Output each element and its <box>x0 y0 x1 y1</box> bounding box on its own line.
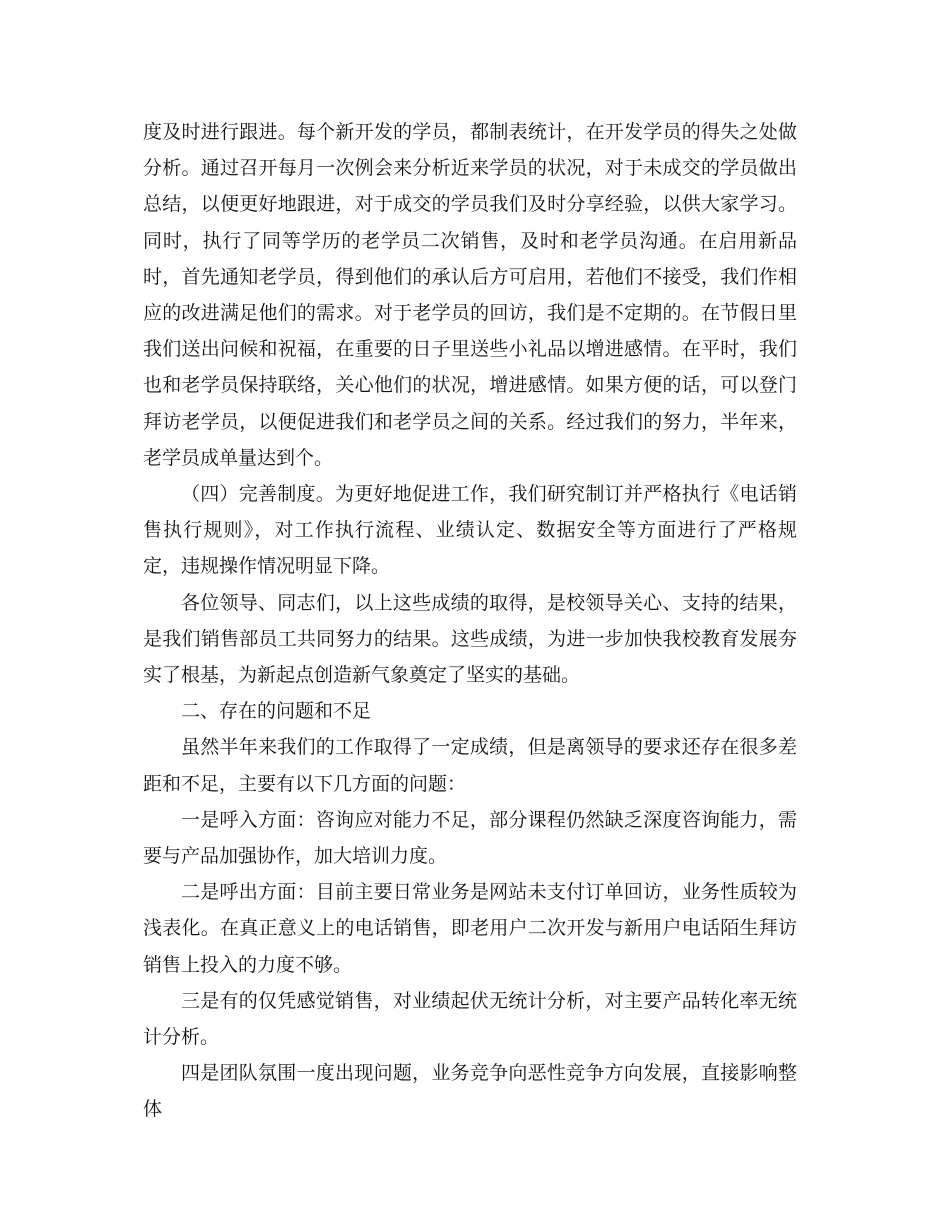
paragraph-problems-intro: 虽然半年来我们的工作取得了一定成绩，但是离领导的要求还存在很多差距和不足，主要有以下几方面的问题： <box>143 736 797 795</box>
paragraph-problem-outbound: 二是呼出方面：目前主要日常业务是网站未支付订单回访，业务性质较为浅表化。在真正意义上的电话销售，即老用户二次开发与新用户电话陌生拜访销售上投入的力度不够。 <box>143 881 797 976</box>
section-heading-problems: 二、存在的问题和不足 <box>181 700 372 723</box>
paragraph-follow-up: 度及时进行跟进。每个新开发的学员，都制表统计，在开发学员的得失之处做分析。通过召开每月一次例会来分析近来学员的状况，对于未成交的学员做出总结，以便更好地跟进，对于成交的学员我们及时分享经验，以供大家学习。同时，执行了同等学历的老学员二次销售，及时和老学员沟通。在启用新品时，首先通知老学员，得到他们的承认后方可启用，若他们不接受，我们作相应的改进满足他们的需求。对于老学员的回访，我们是不定期的。在节假日里我们送出问候和祝福，在重要的日子里送些小礼品以增进感情。在平时，我们也和老学员保持联络，关心他们的状况，增进感情。如果方便的话，可以登门拜访老学员，以便促进我们和老学员之间的关系。经过我们的努力，半年来，老学员成单量达到个。 <box>143 121 797 469</box>
document-body <box>143 114 797 1128</box>
paragraph-improve-rules: （四）完善制度。为更好地促进工作，我们研究制订并严格执行《电话销售执行规则》，对工作执行流程、业绩认定、数据安全等方面进行了严格规定，违规操作情况明显下降。 <box>143 483 797 578</box>
paragraph-problem-team: 四是团队氛围一度出现问题，业务竞争向恶性竞争方向发展，直接影响整体 <box>143 1062 797 1121</box>
paragraph-achievements-summary: 各位领导、同志们，以上这些成绩的取得，是校领导关心、支持的结果，是我们销售部员工共同努力的结果。这些成绩，为进一步加快我校教育发展夯实了根基，为新起点创造新气象奠定了坚实的基础。 <box>143 591 797 687</box>
paragraph-problem-analysis: 三是有的仅凭感觉销售，对业绩起伏无统计分析，对主要产品转化率无统计分析。 <box>143 989 797 1049</box>
paragraph-problem-inbound: 一是呼入方面：咨询应对能力不足，部分课程仍然缺乏深度咨询能力，需要与产品加强协作，加大培训力度。 <box>143 808 797 868</box>
